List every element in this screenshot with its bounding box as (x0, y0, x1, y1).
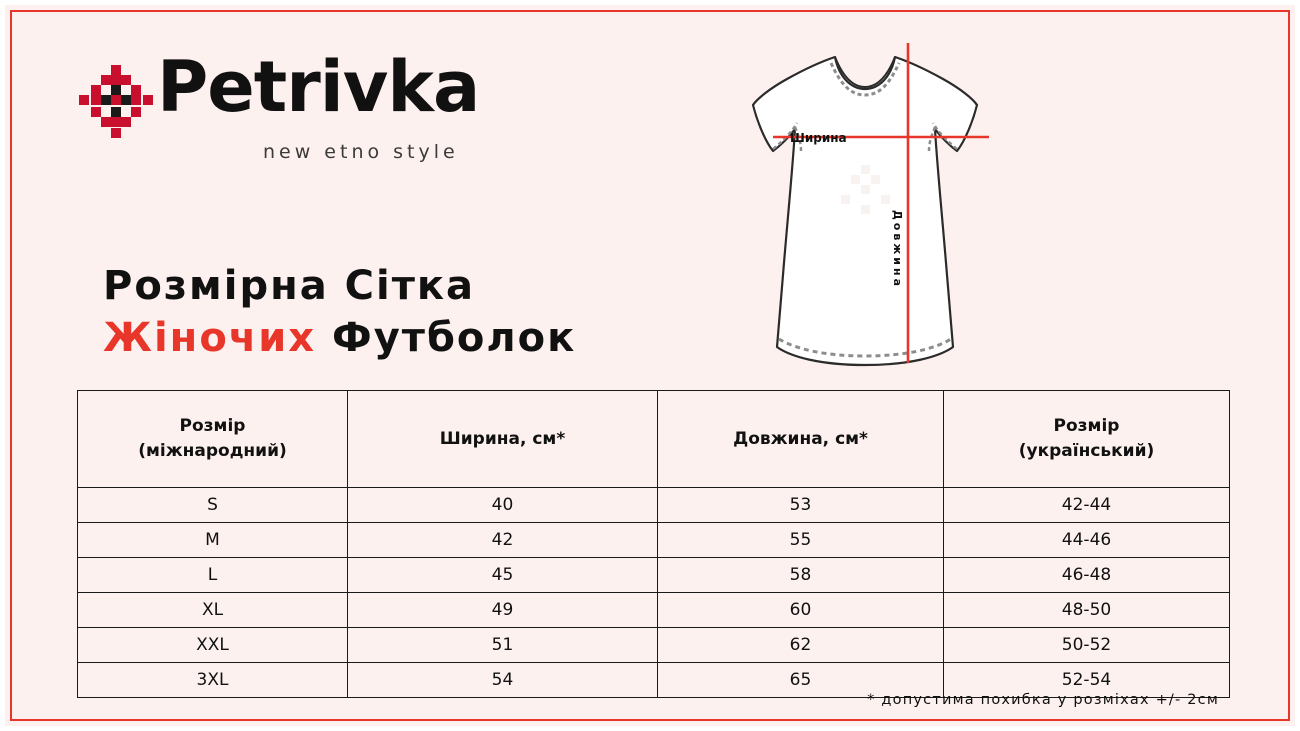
cell-width: 40 (348, 488, 658, 523)
cell-size-international: M (78, 523, 348, 558)
womens-tshirt-icon (695, 25, 1045, 385)
table-row (78, 593, 1230, 628)
table-row (78, 628, 1230, 663)
cell-length: 55 (658, 523, 944, 558)
cell-width: 54 (348, 663, 658, 698)
table-row (78, 523, 1230, 558)
header-top: Розмір (179, 416, 246, 437)
cell-width: 42 (348, 523, 658, 558)
cell-length: 53 (658, 488, 944, 523)
column-header-size-ukrainian (944, 391, 1230, 488)
brand-logo (77, 46, 497, 167)
column-header-size-international (78, 391, 348, 488)
cell-length: 58 (658, 558, 944, 593)
cell-size-international: XL (78, 593, 348, 628)
size-table-wrapper (77, 390, 1229, 698)
cell-length: 60 (658, 593, 944, 628)
brand-tagline: new etno style (263, 141, 459, 163)
cell-size-ukrainian: 44-46 (944, 523, 1230, 558)
header-top: Розмір (1053, 416, 1120, 437)
page-title (103, 263, 723, 361)
width-measure-label: Ширина (790, 131, 847, 145)
header-bottom: (міжнародний) (138, 441, 287, 461)
cell-length: 65 (658, 663, 944, 698)
length-measure-label: Довжина (891, 210, 904, 289)
header-top: Довжина, см* (733, 428, 868, 449)
header-bottom: (український) (1018, 441, 1155, 461)
column-header-width (348, 391, 658, 488)
cell-width: 49 (348, 593, 658, 628)
cell-length: 62 (658, 628, 944, 663)
cell-width: 51 (348, 628, 658, 663)
cell-size-ukrainian: 48-50 (944, 593, 1230, 628)
table-row (78, 558, 1230, 593)
cell-width: 45 (348, 558, 658, 593)
cell-size-international: 3XL (78, 663, 348, 698)
cell-size-international: L (78, 558, 348, 593)
title-rest-word: Футболок (332, 315, 577, 361)
title-line-2 (103, 315, 723, 361)
table-header-row (78, 391, 1230, 488)
table-row (78, 488, 1230, 523)
footnote-text: * допустима похибка у розміхах +/- 2см (867, 692, 1219, 708)
cell-size-ukrainian: 46-48 (944, 558, 1230, 593)
size-table (77, 390, 1230, 698)
cell-size-ukrainian: 52-54 (944, 663, 1230, 698)
column-header-length (658, 391, 944, 488)
brand-name: Petrivka (157, 46, 480, 128)
cell-size-ukrainian: 42-44 (944, 488, 1230, 523)
cell-size-international: S (78, 488, 348, 523)
cell-size-international: XXL (78, 628, 348, 663)
embroidery-cross-ornament-icon (77, 63, 155, 141)
header-top: Ширина, см* (439, 428, 566, 449)
title-accent-word: Жіночих (103, 315, 317, 361)
title-line-1: Розмірна Сітка (103, 263, 476, 309)
cell-size-ukrainian: 50-52 (944, 628, 1230, 663)
